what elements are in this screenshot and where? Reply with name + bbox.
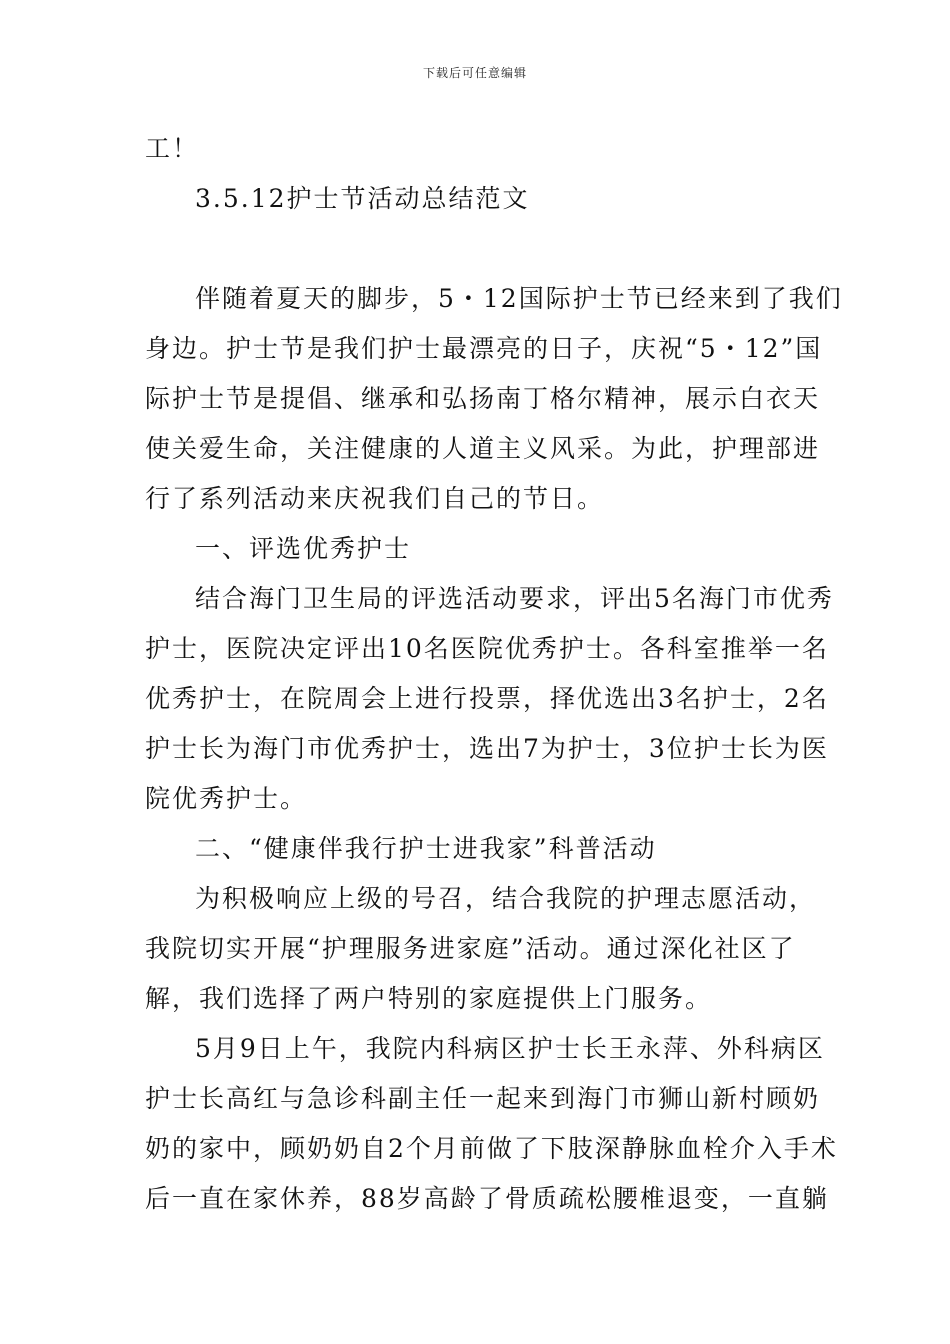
text-line: 伴随着夏天的脚步，5・12国际护士节已经来到了我们 [195, 284, 843, 313]
subheading: 一、评选优秀护士 [195, 534, 412, 563]
section-title: 3.5.12护士节活动总结范文 [195, 184, 530, 213]
text-line: 奶的家中，顾奶奶自2个月前做了下肢深静脉血栓介入手术 [145, 1134, 838, 1163]
text-line: 为积极响应上级的号召，结合我院的护理志愿活动， [195, 884, 817, 913]
text-line: 行了系列活动来庆祝我们自己的节日。 [145, 484, 605, 513]
text-line: 际护士节是提倡、继承和弘扬南丁格尔精神，展示白衣天 [145, 384, 821, 413]
page-header-note: 下载后可任意编辑 [422, 66, 527, 80]
text-line: 护士长高红与急诊科副主任一起来到海门市狮山新村顾奶 [145, 1084, 821, 1113]
text-line: 5月9日上午，我院内科病区护士长王永萍、外科病区 [195, 1034, 825, 1063]
text-line: 结合海门卫生局的评选活动要求，评出5名海门市优秀 [195, 584, 834, 613]
text-line: 身边。护士节是我们护士最漂亮的日子，庆祝“5・12”国 [145, 334, 823, 363]
text-line: 后一直在家休养，88岁高龄了骨质疏松腰椎退变，一直躺 [145, 1184, 829, 1213]
text-line: 解，我们选择了两户特别的家庭提供上门服务。 [145, 984, 713, 1013]
text-line: 使关爱生命，关注健康的人道主义风采。为此，护理部进 [145, 434, 821, 463]
text-line: 院优秀护士。 [145, 784, 308, 813]
text-line: 我院切实开展“护理服务进家庭”活动。通过深化社区了 [145, 934, 796, 963]
subheading: 二、“健康伴我行护士进我家”科普活动 [195, 834, 657, 863]
text-line: 工！ [145, 134, 200, 163]
text-line: 优秀护士，在院周会上进行投票，择优选出3名护士，2名 [145, 684, 829, 713]
text-line: 护士长为海门市优秀护士，选出7为护士，3位护士长为医 [145, 734, 829, 763]
text-line: 护士，医院决定评出10名医院优秀护士。各科室推举一名 [145, 634, 829, 663]
